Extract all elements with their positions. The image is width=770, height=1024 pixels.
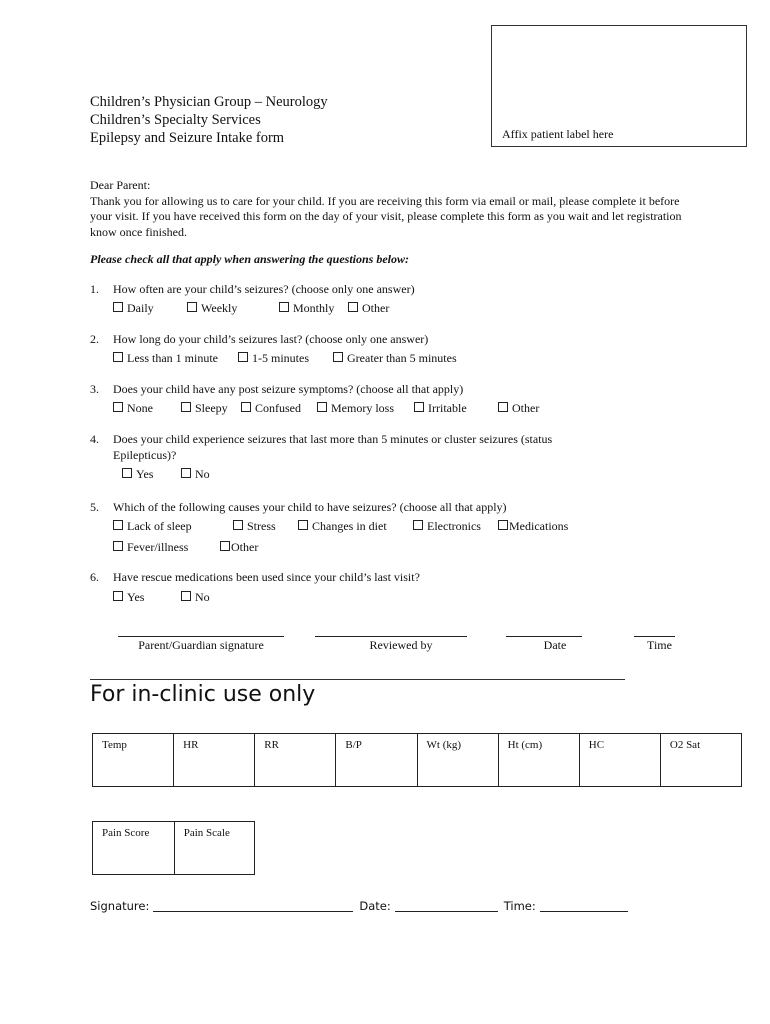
question-text: Does your child have any post seizure symptoms? (choose all that apply) [113, 382, 464, 396]
parent-signature-label: Parent/Guardian signature [138, 638, 264, 652]
checkbox-icon[interactable] [414, 402, 424, 412]
checkbox-icon[interactable] [498, 520, 508, 530]
checkbox-icon[interactable] [220, 541, 230, 551]
clinic-time-field[interactable] [540, 900, 628, 912]
checkbox-option[interactable]: Irritable [414, 401, 467, 416]
vitals-cell-o2sat[interactable]: O2 Sat [660, 734, 741, 787]
clinic-time-label: Time: [503, 899, 536, 913]
time-line[interactable] [634, 626, 675, 637]
checkbox-option[interactable]: Lack of sleep [113, 519, 192, 534]
vitals-cell-weight[interactable]: Wt (kg) [417, 734, 498, 787]
checkbox-option[interactable]: Greater than 5 minutes [333, 351, 457, 366]
patient-label-text: Affix patient label here [502, 127, 614, 141]
date-label: Date [543, 638, 567, 652]
checkbox-option[interactable]: No [181, 467, 210, 482]
checkbox-option[interactable]: Medications [498, 519, 568, 534]
clinic-date-label: Date: [359, 899, 391, 913]
vitals-cell-height[interactable]: Ht (cm) [498, 734, 579, 787]
checkbox-option[interactable]: Monthly [279, 301, 334, 316]
checkbox-option[interactable]: Sleepy [181, 401, 228, 416]
reviewed-by-line[interactable] [315, 626, 467, 637]
clinic-signature-field[interactable] [153, 900, 353, 912]
pain-table [92, 821, 255, 875]
checkbox-icon[interactable] [181, 402, 191, 412]
intro-letter [90, 178, 690, 240]
vitals-cell-bp[interactable]: B/P [336, 734, 417, 787]
clinic-signature-row [90, 899, 634, 913]
time-label: Time [647, 638, 672, 652]
checkbox-icon[interactable] [122, 468, 132, 478]
checkbox-icon[interactable] [113, 520, 123, 530]
parent-signature-line[interactable] [118, 626, 284, 637]
checkbox-icon[interactable] [113, 352, 123, 362]
section-divider [90, 679, 625, 680]
greeting: Dear Parent: [90, 178, 151, 192]
checkbox-icon[interactable] [279, 302, 289, 312]
checkbox-icon[interactable] [238, 352, 248, 362]
patient-label-box[interactable] [491, 25, 747, 147]
vitals-cell-temp[interactable]: Temp [93, 734, 174, 787]
vitals-table [92, 733, 742, 787]
instruction-text: Please check all that apply when answering the questions below: [90, 252, 410, 266]
checkbox-icon[interactable] [498, 402, 508, 412]
question-text: How long do your child’s seizures last? (choose only one answer) [113, 332, 429, 346]
checkbox-icon[interactable] [181, 591, 191, 601]
checkbox-option[interactable]: Weekly [187, 301, 237, 316]
pain-score-cell[interactable]: Pain Score [93, 822, 175, 875]
checkbox-option[interactable]: Less than 1 minute [113, 351, 218, 366]
intro-body: Thank you for allowing us to care for your child. If you are receiving this form via email or mail, please complete it before your visit. If you have received this form on the day of your visit, please complete this form as you wait and let registration know once finished. [90, 193, 682, 239]
checkbox-option[interactable]: Fever/illness [113, 540, 188, 555]
checkbox-icon[interactable] [113, 402, 123, 412]
checkbox-option[interactable]: Other [498, 401, 539, 416]
checkbox-option[interactable]: None [113, 401, 153, 416]
checkbox-icon[interactable] [187, 302, 197, 312]
question-text-continued: Epilepticus)? [113, 448, 177, 462]
checkbox-option[interactable]: Other [348, 301, 389, 316]
question-number: 3. [90, 382, 99, 396]
question-text: Have rescue medications been used since your child’s last visit? [113, 570, 420, 584]
checkbox-option[interactable]: Yes [122, 467, 153, 482]
checkbox-icon[interactable] [113, 302, 123, 312]
question-text: Which of the following causes your child to have seizures? (choose all that apply) [113, 500, 507, 514]
question-number: 1. [90, 282, 99, 296]
checkbox-icon[interactable] [298, 520, 308, 530]
question-text: How often are your child’s seizures? (choose only one answer) [113, 282, 415, 296]
checkbox-option[interactable]: Electronics [413, 519, 481, 534]
checkbox-icon[interactable] [317, 402, 327, 412]
date-line[interactable] [506, 626, 582, 637]
form-title: Epilepsy and Seizure Intake form [90, 130, 285, 146]
clinic-signature-label: Signature: [90, 899, 150, 913]
question-number: 6. [90, 570, 99, 584]
checkbox-option[interactable]: No [181, 590, 210, 605]
pain-scale-cell[interactable]: Pain Scale [174, 822, 254, 875]
vitals-cell-hc[interactable]: HC [579, 734, 660, 787]
checkbox-icon[interactable] [333, 352, 343, 362]
question-text: Does your child experience seizures that last more than 5 minutes or cluster seizures (status [113, 432, 553, 446]
vitals-cell-hr[interactable]: HR [174, 734, 255, 787]
checkbox-icon[interactable] [113, 541, 123, 551]
checkbox-icon[interactable] [233, 520, 243, 530]
header-line-1: Children’s Physician Group – Neurology [90, 94, 328, 110]
checkbox-option[interactable]: Changes in diet [298, 519, 387, 534]
checkbox-icon[interactable] [181, 468, 191, 478]
checkbox-option[interactable]: Stress [233, 519, 276, 534]
reviewed-by-label: Reviewed by [369, 638, 433, 652]
checkbox-icon[interactable] [241, 402, 251, 412]
question-number: 2. [90, 332, 99, 346]
checkbox-icon[interactable] [113, 591, 123, 601]
table-row [93, 822, 255, 875]
header-line-2: Children’s Specialty Services [90, 112, 261, 128]
checkbox-option[interactable]: Confused [241, 401, 301, 416]
question-number: 4. [90, 432, 99, 446]
checkbox-icon[interactable] [348, 302, 358, 312]
checkbox-option[interactable]: Other [220, 540, 258, 555]
table-row [93, 734, 742, 787]
checkbox-icon[interactable] [413, 520, 423, 530]
vitals-cell-rr[interactable]: RR [255, 734, 336, 787]
checkbox-option[interactable]: Yes [113, 590, 144, 605]
checkbox-option[interactable]: Memory loss [317, 401, 394, 416]
clinic-heading: For in-clinic use only [90, 682, 316, 707]
clinic-date-field[interactable] [395, 900, 498, 912]
question-number: 5. [90, 500, 99, 514]
checkbox-option[interactable]: Daily [113, 301, 154, 316]
checkbox-option[interactable]: 1-5 minutes [238, 351, 309, 366]
